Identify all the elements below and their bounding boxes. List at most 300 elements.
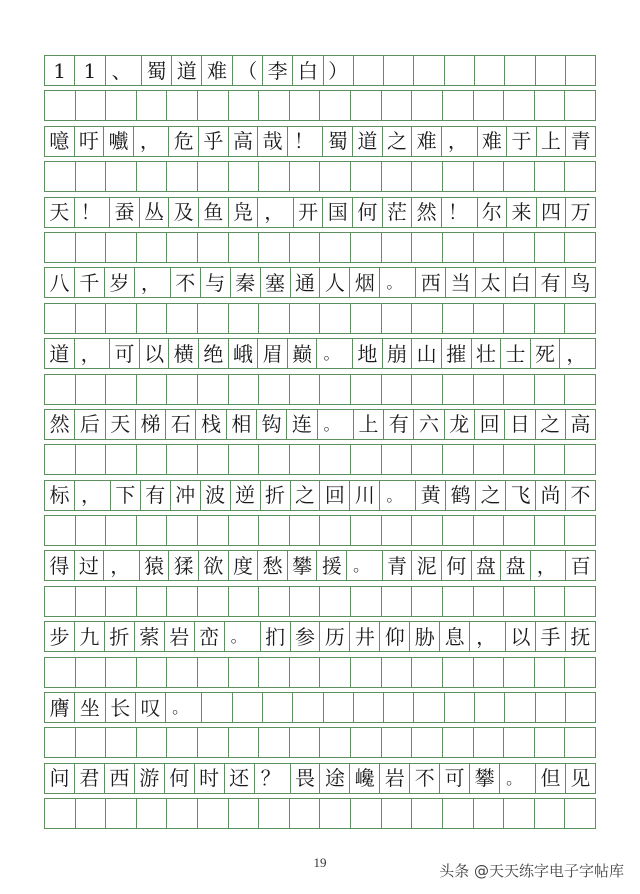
empty-cell	[351, 516, 382, 545]
character-cell: 有	[536, 268, 566, 297]
empty-cell	[137, 658, 168, 687]
empty-cell	[504, 375, 535, 404]
empty-cell	[137, 587, 168, 616]
empty-cell	[351, 304, 382, 333]
character-cell: 太	[476, 268, 506, 297]
character-cell: 天	[106, 410, 136, 439]
empty-cell	[536, 56, 566, 85]
empty-cell	[320, 91, 351, 120]
empty-cell	[565, 445, 596, 474]
empty-cell	[382, 375, 413, 404]
character-cell: ，	[531, 551, 567, 580]
empty-cell	[76, 445, 107, 474]
empty-cell	[229, 233, 260, 262]
character-cell: 绝	[199, 339, 229, 368]
empty-cell	[167, 728, 198, 757]
character-cell: 膺	[45, 693, 75, 722]
empty-cell	[76, 728, 107, 757]
empty-cell	[290, 304, 321, 333]
character-cell: 猱	[169, 551, 199, 580]
empty-cell	[504, 233, 535, 262]
empty-cell	[443, 375, 474, 404]
character-cell: ，	[75, 481, 111, 510]
character-cell: 不	[171, 268, 201, 297]
text-row	[44, 550, 596, 581]
character-cell: 之	[383, 127, 413, 156]
character-cell: 及	[169, 198, 199, 227]
character-cell: 吁	[75, 127, 105, 156]
empty-cell	[76, 162, 107, 191]
empty-cell	[320, 658, 351, 687]
character-cell: 攀	[470, 764, 500, 793]
empty-cell	[535, 233, 566, 262]
text-row	[44, 338, 596, 369]
text-row	[44, 55, 596, 86]
blank-practice-row	[44, 303, 596, 334]
character-cell: 还	[225, 764, 255, 793]
empty-cell	[76, 304, 107, 333]
empty-cell	[565, 658, 596, 687]
empty-cell	[45, 728, 76, 757]
character-cell: 问	[45, 764, 75, 793]
blank-practice-row	[44, 90, 596, 121]
blank-practice-row	[44, 657, 596, 688]
character-cell: 扪	[261, 622, 291, 651]
empty-cell	[412, 91, 443, 120]
empty-cell	[320, 233, 351, 262]
empty-cell	[167, 304, 198, 333]
character-cell: 愁	[258, 551, 288, 580]
character-cell: 崩	[383, 339, 413, 368]
empty-cell	[290, 233, 321, 262]
character-cell: 上	[354, 410, 384, 439]
empty-cell	[382, 233, 413, 262]
empty-cell	[198, 445, 229, 474]
empty-cell	[76, 516, 107, 545]
character-cell: ，	[470, 622, 506, 651]
empty-cell	[565, 304, 596, 333]
empty-cell	[106, 91, 137, 120]
character-cell: 不	[566, 481, 596, 510]
empty-cell	[45, 799, 76, 828]
character-cell: 见	[566, 764, 596, 793]
empty-cell	[106, 587, 137, 616]
empty-cell	[443, 799, 474, 828]
empty-cell	[290, 516, 321, 545]
character-cell: ，	[104, 551, 140, 580]
empty-cell	[351, 799, 382, 828]
empty-cell	[137, 162, 168, 191]
character-cell: 巉	[350, 764, 380, 793]
empty-cell	[320, 587, 351, 616]
character-cell: 摧	[442, 339, 472, 368]
empty-cell	[382, 658, 413, 687]
empty-cell	[259, 445, 290, 474]
character-cell: 噫	[45, 127, 75, 156]
character-cell: ？	[255, 764, 291, 793]
empty-cell	[474, 304, 505, 333]
empty-cell	[106, 516, 137, 545]
character-cell: 八	[45, 268, 75, 297]
character-cell: 烟	[350, 268, 380, 297]
text-row	[44, 621, 596, 652]
character-cell: 盘	[501, 551, 531, 580]
character-cell: ，	[442, 127, 478, 156]
empty-cell	[290, 162, 321, 191]
character-cell: 道	[353, 127, 383, 156]
empty-cell	[290, 375, 321, 404]
empty-cell	[382, 162, 413, 191]
character-cell: 白	[506, 268, 536, 297]
empty-cell	[198, 587, 229, 616]
empty-cell	[167, 587, 198, 616]
empty-cell	[259, 799, 290, 828]
character-cell: 长	[106, 693, 136, 722]
character-cell: 何	[165, 764, 195, 793]
character-cell: 危	[169, 127, 199, 156]
empty-cell	[504, 728, 535, 757]
character-cell: ，	[560, 339, 596, 368]
empty-cell	[382, 587, 413, 616]
text-row	[44, 126, 596, 157]
character-cell: 岩	[380, 764, 410, 793]
character-cell: 黄	[416, 481, 446, 510]
empty-cell	[351, 375, 382, 404]
empty-cell	[351, 233, 382, 262]
character-cell: 四	[537, 198, 567, 227]
character-cell: 以	[140, 339, 170, 368]
empty-cell	[229, 91, 260, 120]
character-cell: 何	[353, 198, 383, 227]
character-cell: 有	[384, 410, 414, 439]
blank-practice-row	[44, 161, 596, 192]
empty-cell	[320, 728, 351, 757]
empty-cell	[443, 233, 474, 262]
empty-cell	[229, 516, 260, 545]
blank-practice-row	[44, 586, 596, 617]
character-cell: 梯	[136, 410, 166, 439]
empty-cell	[229, 728, 260, 757]
empty-cell	[443, 162, 474, 191]
character-cell: 折	[261, 481, 291, 510]
empty-cell	[535, 304, 566, 333]
character-cell: 参	[291, 622, 321, 651]
empty-cell	[137, 304, 168, 333]
empty-cell	[137, 375, 168, 404]
character-cell: 上	[537, 127, 567, 156]
empty-cell	[229, 375, 260, 404]
empty-cell	[137, 728, 168, 757]
empty-cell	[106, 375, 137, 404]
character-cell: 君	[75, 764, 105, 793]
empty-cell	[535, 728, 566, 757]
character-cell: 步	[45, 622, 75, 651]
empty-cell	[566, 693, 596, 722]
empty-cell	[565, 375, 596, 404]
empty-cell	[474, 233, 505, 262]
character-cell: 凫	[229, 198, 259, 227]
character-cell: 死	[531, 339, 561, 368]
empty-cell	[474, 799, 505, 828]
character-cell: 不	[410, 764, 440, 793]
character-cell: 尚	[536, 481, 566, 510]
empty-cell	[382, 728, 413, 757]
character-cell: 西	[105, 764, 135, 793]
character-cell: 塞	[261, 268, 291, 297]
empty-cell	[474, 375, 505, 404]
character-cell: 攀	[288, 551, 318, 580]
character-cell: 千	[75, 268, 105, 297]
character-cell: 援	[317, 551, 347, 580]
character-cell: 畏	[291, 764, 321, 793]
character-cell: 泥	[412, 551, 442, 580]
empty-cell	[229, 162, 260, 191]
empty-cell	[351, 445, 382, 474]
character-cell: 过	[75, 551, 105, 580]
empty-cell	[565, 587, 596, 616]
character-cell: 哉	[258, 127, 288, 156]
empty-cell	[137, 516, 168, 545]
character-cell: 1	[45, 56, 75, 85]
character-cell: 。	[380, 268, 416, 297]
character-cell: 时	[195, 764, 225, 793]
empty-cell	[351, 587, 382, 616]
empty-cell	[535, 91, 566, 120]
empty-cell	[137, 233, 168, 262]
character-cell: 之	[291, 481, 321, 510]
character-cell: 来	[507, 198, 537, 227]
empty-cell	[412, 587, 443, 616]
character-cell: ，	[135, 268, 171, 297]
empty-cell	[320, 304, 351, 333]
empty-cell	[320, 162, 351, 191]
empty-cell	[45, 587, 76, 616]
character-cell: 峦	[195, 622, 225, 651]
character-cell: 人	[320, 268, 350, 297]
character-cell: 西	[416, 268, 446, 297]
empty-cell	[259, 658, 290, 687]
empty-cell	[474, 658, 505, 687]
character-cell: 开	[294, 198, 324, 227]
character-cell: 乎	[199, 127, 229, 156]
empty-cell	[412, 445, 443, 474]
blank-practice-row	[44, 374, 596, 405]
empty-cell	[535, 445, 566, 474]
empty-cell	[535, 658, 566, 687]
empty-cell	[535, 162, 566, 191]
blank-practice-row	[44, 727, 596, 758]
empty-cell	[412, 658, 443, 687]
character-cell: 之	[536, 410, 566, 439]
empty-cell	[412, 162, 443, 191]
empty-cell	[565, 516, 596, 545]
empty-cell	[475, 693, 505, 722]
character-cell: 难	[478, 127, 508, 156]
empty-cell	[382, 799, 413, 828]
empty-cell	[198, 375, 229, 404]
empty-cell	[290, 445, 321, 474]
character-cell: 于	[507, 127, 537, 156]
empty-cell	[412, 375, 443, 404]
page-number: 19	[313, 855, 327, 870]
character-cell: 六	[414, 410, 444, 439]
empty-cell	[504, 658, 535, 687]
character-cell: 何	[442, 551, 472, 580]
character-cell: 标	[45, 481, 75, 510]
empty-cell	[382, 91, 413, 120]
character-cell: 。	[380, 481, 416, 510]
blank-practice-row	[44, 444, 596, 475]
character-cell: 逆	[231, 481, 261, 510]
empty-cell	[198, 658, 229, 687]
character-cell: 高	[229, 127, 259, 156]
empty-cell	[412, 728, 443, 757]
text-row	[44, 267, 596, 298]
empty-cell	[320, 445, 351, 474]
empty-cell	[290, 658, 321, 687]
empty-cell	[293, 693, 323, 722]
empty-cell	[45, 304, 76, 333]
empty-cell	[354, 56, 384, 85]
empty-cell	[412, 233, 443, 262]
character-cell: 秦	[231, 268, 261, 297]
empty-cell	[106, 658, 137, 687]
empty-cell	[167, 233, 198, 262]
empty-cell	[320, 799, 351, 828]
character-cell: 。	[318, 410, 354, 439]
character-cell: 。	[225, 622, 261, 651]
character-cell: 折	[105, 622, 135, 651]
empty-cell	[320, 516, 351, 545]
empty-cell	[504, 516, 535, 545]
character-cell: 猿	[140, 551, 170, 580]
character-cell: 有	[141, 481, 171, 510]
empty-cell	[351, 658, 382, 687]
empty-cell	[45, 91, 76, 120]
empty-cell	[565, 162, 596, 191]
character-cell: 巅	[288, 339, 318, 368]
text-row	[44, 692, 596, 723]
empty-cell	[320, 375, 351, 404]
character-cell: 后	[75, 410, 105, 439]
text-row	[44, 763, 596, 794]
empty-cell	[167, 445, 198, 474]
empty-cell	[76, 587, 107, 616]
character-cell: 蜀	[323, 127, 353, 156]
empty-cell	[445, 56, 475, 85]
character-cell: 丛	[140, 198, 170, 227]
character-cell: 九	[75, 622, 105, 651]
empty-cell	[474, 445, 505, 474]
character-cell: 山	[412, 339, 442, 368]
character-cell: 历	[320, 622, 350, 651]
empty-cell	[351, 91, 382, 120]
empty-cell	[536, 693, 566, 722]
empty-cell	[259, 587, 290, 616]
character-cell: 抚	[566, 622, 596, 651]
character-cell: 。	[317, 339, 353, 368]
empty-cell	[45, 233, 76, 262]
empty-cell	[106, 162, 137, 191]
character-cell: 蚕	[110, 198, 140, 227]
empty-cell	[290, 799, 321, 828]
empty-cell	[167, 799, 198, 828]
empty-cell	[565, 91, 596, 120]
empty-cell	[504, 162, 535, 191]
empty-cell	[76, 658, 107, 687]
empty-cell	[324, 693, 354, 722]
character-cell: 钩	[257, 410, 287, 439]
empty-cell	[167, 162, 198, 191]
empty-cell	[474, 587, 505, 616]
character-cell: 百	[566, 551, 596, 580]
character-cell: 然	[412, 198, 442, 227]
character-cell: 萦	[135, 622, 165, 651]
character-cell: 然	[45, 410, 75, 439]
empty-cell	[229, 587, 260, 616]
empty-cell	[414, 56, 444, 85]
empty-cell	[167, 91, 198, 120]
empty-cell	[198, 516, 229, 545]
text-row	[44, 480, 596, 511]
empty-cell	[443, 587, 474, 616]
character-cell: ！	[75, 198, 111, 227]
empty-cell	[198, 162, 229, 191]
practice-grid-sheet	[44, 55, 596, 834]
empty-cell	[76, 91, 107, 120]
character-cell: 1	[75, 56, 105, 85]
empty-cell	[45, 445, 76, 474]
empty-cell	[137, 799, 168, 828]
character-cell: 岁	[105, 268, 135, 297]
empty-cell	[504, 587, 535, 616]
character-cell: 。	[166, 693, 202, 722]
character-cell: 道	[172, 56, 202, 85]
character-cell: 壮	[472, 339, 502, 368]
blank-practice-row	[44, 515, 596, 546]
empty-cell	[443, 304, 474, 333]
empty-cell	[412, 304, 443, 333]
empty-cell	[106, 799, 137, 828]
empty-cell	[565, 799, 596, 828]
character-cell: 。	[500, 764, 536, 793]
character-cell: 国	[323, 198, 353, 227]
character-cell: 横	[169, 339, 199, 368]
character-cell: 万	[566, 198, 596, 227]
character-cell: 青	[383, 551, 413, 580]
empty-cell	[167, 375, 198, 404]
empty-cell	[290, 91, 321, 120]
character-cell: 坐	[75, 693, 105, 722]
character-cell: 青	[566, 127, 596, 156]
empty-cell	[76, 233, 107, 262]
empty-cell	[382, 445, 413, 474]
empty-cell	[76, 799, 107, 828]
empty-cell	[198, 728, 229, 757]
character-cell: 井	[350, 622, 380, 651]
character-cell: 地	[353, 339, 383, 368]
empty-cell	[382, 304, 413, 333]
empty-cell	[167, 658, 198, 687]
empty-cell	[505, 693, 535, 722]
empty-cell	[259, 91, 290, 120]
character-cell: 仰	[380, 622, 410, 651]
empty-cell	[259, 233, 290, 262]
character-cell: 白	[293, 56, 323, 85]
empty-cell	[229, 304, 260, 333]
character-cell: 回	[320, 481, 350, 510]
empty-cell	[198, 233, 229, 262]
